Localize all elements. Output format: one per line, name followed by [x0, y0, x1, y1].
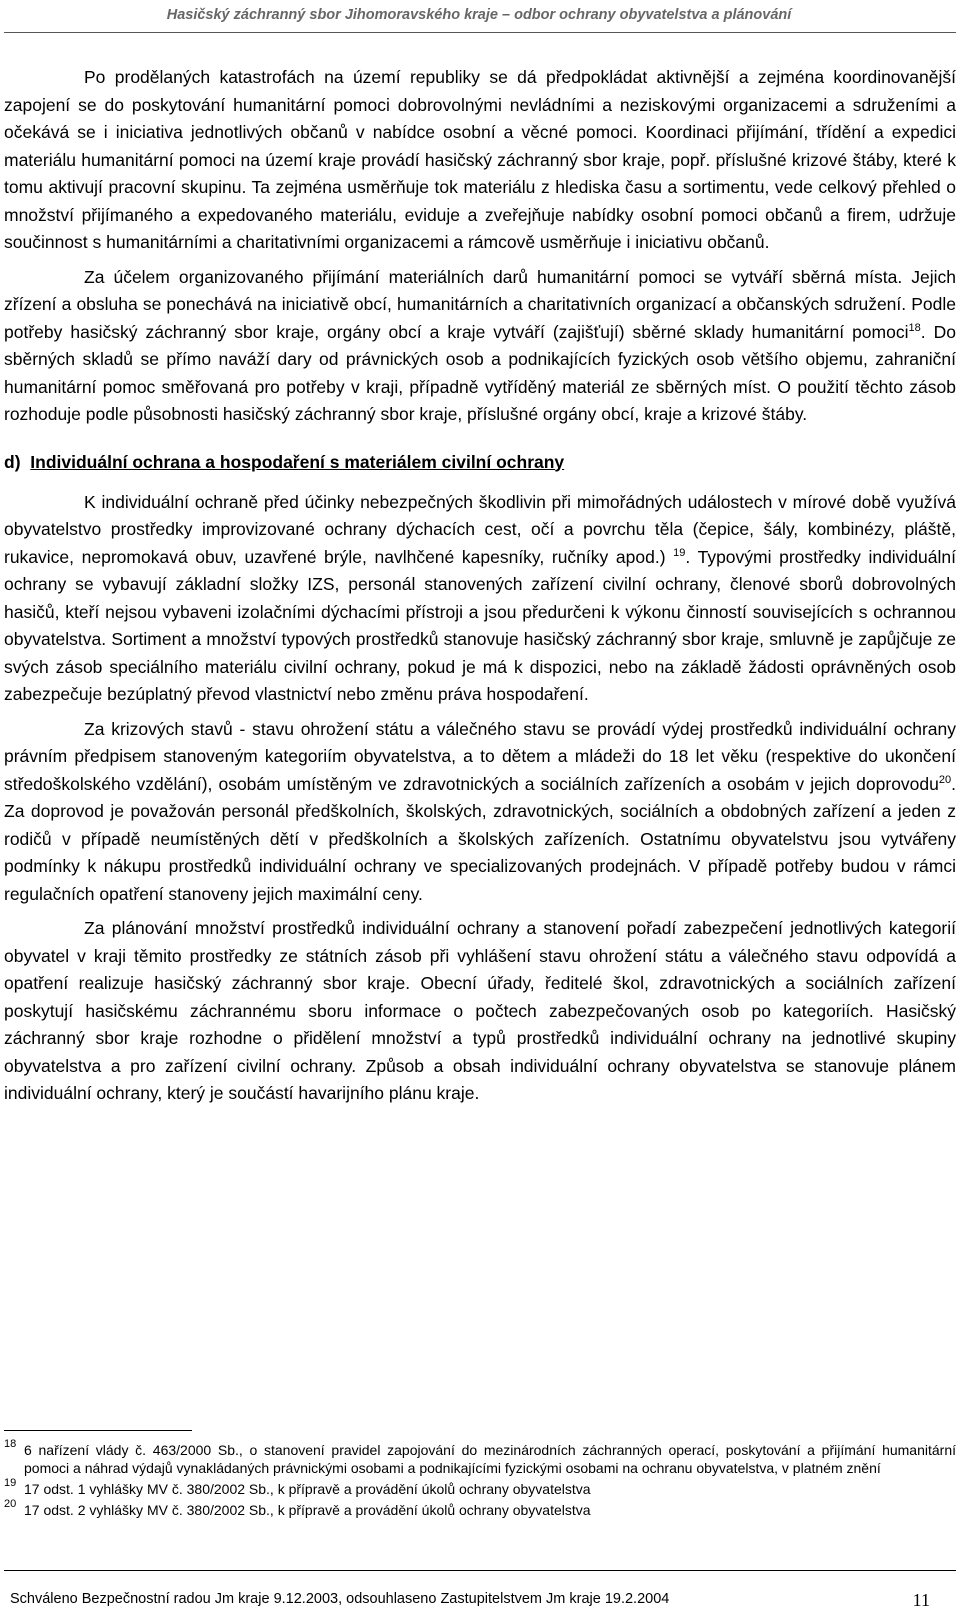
footnote-number: 19	[4, 1477, 17, 1489]
footnote-ref-20[interactable]: 20	[938, 773, 952, 786]
footnote-ref-18[interactable]: 18	[908, 321, 921, 334]
page-header	[0, 0, 960, 36]
paragraph-crisis-states	[4, 716, 956, 909]
paragraph-text: . Do sběrných skladů se přímo naváží dary od právnických osob a podnikajících fyzických osob většího objemu, zahraniční humanitární pomoc směřovaná pro potřeby v kraji, případně vytříděný materiál ze sběrných míst. O použití těchto zásob rozhoduje podle působnosti hasičský záchranný sbor kraje, příslušné orgány obcí, kraje a krizové štáby.	[4, 321, 956, 424]
page-number: 11	[912, 1590, 930, 1610]
footnote-number: 20	[4, 1498, 17, 1510]
footer-divider	[4, 1570, 956, 1571]
footnote-18	[4, 1438, 956, 1477]
paragraph-text: K individuální ochraně před účinky nebezpečných škodlivin při mimořádných událostech v mírové době využívá obyvatelstvo prostředky improvizované ochrany dýchacích cest, očí a povrchu těla (čepice, šály, kombinézy, pláště, rukavice, nepromokavá obuv, uzavřené brýle, navlhčené kapesníky, ručníky apod.)	[4, 491, 956, 567]
footer-approval-note: Schváleno Bezpečnostní radou Jm kraje 9.12.2003, odsouhlaseno Zastupitelstvem Jm kraje 19.2.2004	[10, 1591, 670, 1607]
paragraph-text: Za účelem organizovaného přijímání materiálních darů humanitární pomoci se vytváří sběrná místa. Jejich zřízení a obsluha se ponechává na iniciativě obcí, humanitárních a charitativních organizací a občanských sdružení. Podle potřeby hasičský záchranný sbor kraje, orgány obcí a kraje vytváří (zajišťují) sběrné sklady humanitární pomoci	[4, 266, 956, 342]
paragraph-text: . Za doprovod je považován personál předškolních, školských, zdravotnických, sociálních a obdobných zařízení a jeden z rodičů v případě neumístěných dětí v předškolních a školských zařízeních. Ostatnímu obyvatelstvu jsou vytvářeny podmínky k nákupu prostředků individuální ochrany ve specializovaných prodejnách. V případě potřeby budou v rámci regulačních opatření stanoveny jejich maximální ceny.	[4, 773, 956, 904]
document-body	[4, 64, 956, 1108]
footnote-number: 18	[4, 1438, 17, 1450]
footnote-ref-19[interactable]: 19	[673, 546, 686, 559]
footnote-19	[4, 1477, 956, 1498]
paragraph-text: Za krizových stavů - stavu ohrožení státu a válečného stavu se provádí výdej prostředků individuální ochrany právním předpisem stanoveným kategoriím obyvatelstva, a to dětem a mládeži do 18 let věku (respektive do ukončení středoškolského vzdělání), osobám umístěným ve zdravotnických a sociálních zařízeních a osobám v jejich doprovodu	[4, 718, 956, 794]
header-title: Hasičský záchranný sbor Jihomoravského kraje – odbor ochrany obyvatelstva a plánování	[166, 7, 792, 23]
paragraph-text: Po prodělaných katastrofách na území republiky se dá předpokládat aktivnější a zejména koordinovanější zapojení se do poskytování humanitární pomoci dobrovolnými nevládními a neziskovými organizacemi a sdruženími a očekává se i iniciativa jednotlivých občanů v nabídce osobní a věcné pomoci. Koordinaci přijímání, třídění a expedici materiálu humanitární pomoci na území kraje provádí hasičský záchranný sbor kraje, popř. příslušné krizové štáby, které k tomu aktivují pracovní skupinu. Ta zejména usměrňuje tok materiálu z hlediska času a sortimentu, vede celkový přehled o množství přijímaného a expedovaného materiálu, eviduje a zveřejňuje nabídky osobní pomoci občanů a firem, udržuje součinnost s humanitárními a charitativními organizacemi a rámcově usměrňuje i iniciativu občanů.	[4, 67, 956, 252]
footnote-divider	[4, 1430, 192, 1431]
paragraph-individual-protection	[4, 489, 956, 709]
footnote-20	[4, 1498, 956, 1519]
paragraph-text: . Typovými prostředky individuální ochrany se vybavují základní složky IZS, personál stanovených zařízení civilní ochrany, členové sborů dobrovolných hasičů, kteří nejsou vybaveni izolačními dýchacími přístroji a jsou předurčeni k výkonu činností souvisejících s ochrannou obyvatelstva. Sortiment a množství typových prostředků stanovuje hasičský záchranný sbor kraje, smluvně je zapůjčuje ze svých zásob speciálního materiálu civilní ochrany, pokud je má k dispozici, nebo na základě žádosti oprávněných osob zabezpečuje bezúplatný převod vlastnictví nebo změnu práva hospodaření.	[4, 546, 957, 704]
footnote-text: 6 nařízení vlády č. 463/2000 Sb., o stanovení pravidel zapojování do mezinárodních záchranných operací, poskytování a přijímání humanitární pomoci a náhrad výdajů vynakládaných právnickými osobami a podnikajícími fyzickými osobami na ochranu obyvatelstva, v platném znění	[24, 1442, 956, 1476]
paragraph-humanitarian-aid	[4, 64, 956, 257]
paragraph-planning	[4, 915, 956, 1108]
header-divider	[4, 32, 956, 33]
section-heading-d	[4, 449, 956, 475]
section-prefix: d)	[4, 451, 21, 472]
footnote-text: 17 odst. 2 vyhlášky MV č. 380/2002 Sb., k přípravě a provádění úkolů ochrany obyvatelstva	[24, 1502, 591, 1518]
footnotes	[4, 1438, 956, 1519]
section-title: Individuální ochrana a hospodaření s materiálem civilní ochrany	[30, 451, 565, 472]
paragraph-text: Za plánování množství prostředků individuální ochrany a stanovení pořadí zabezpečení jednotlivých kategorií obyvatel v kraji těmito prostředky ze státních zásob při vyhlášení stavu ohrožení státu a válečného stavu odpovídá a opatření realizuje hasičský záchranný sbor kraje. Obecní úřady, ředitelé škol, zdravotnických a sociálních zařízení poskytují hasičskému záchrannému sboru informace o počtech zabezpečovaných osob po kategoriích. Hasičský záchranný sbor kraje rozhodne o přidělení množství a typů prostředků individuální ochrany na jednotlivé skupiny obyvatelstva a pro zařízení civilní ochrany. Způsob a obsah individuální ochrany obyvatelstva se stanovuje plánem individuální ochrany, který je součástí havarijního plánu kraje.	[4, 918, 956, 1103]
footnote-text: 17 odst. 1 vyhlášky MV č. 380/2002 Sb., k přípravě a provádění úkolů ochrany obyvatelstva	[24, 1481, 591, 1497]
paragraph-collection-points	[4, 264, 956, 429]
